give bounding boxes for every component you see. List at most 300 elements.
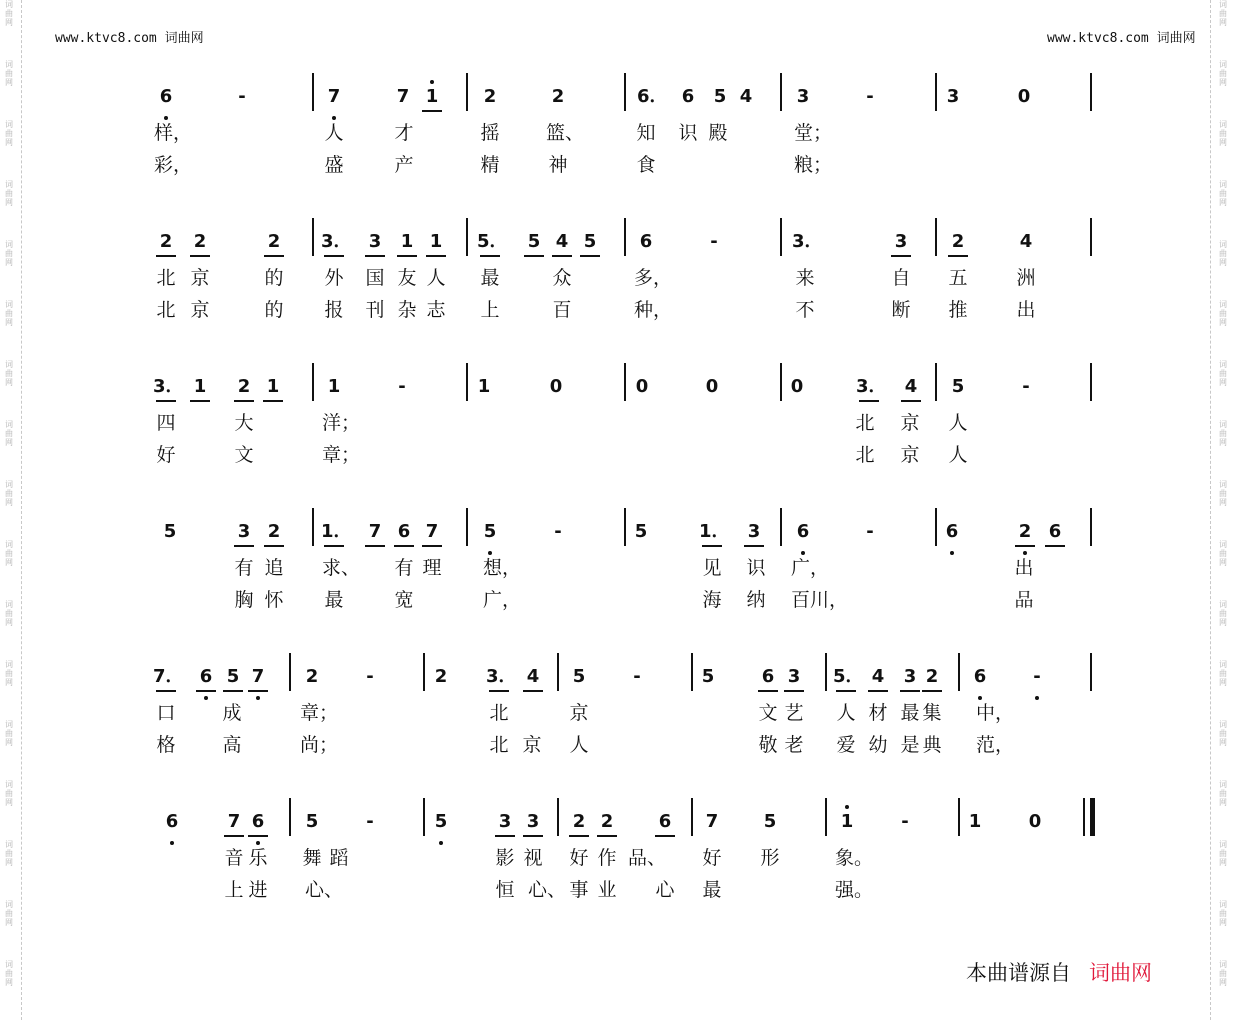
site-url: www.ktvc8.com [55,31,157,46]
duration-underline [597,835,617,837]
note-extension-dash: - [554,521,562,542]
note: 5 [163,521,177,542]
note: 3 [888,230,914,254]
note: 3 [897,665,923,689]
side-watermark: 词 曲 网 [5,360,13,387]
side-watermark: 词 曲 网 [1219,540,1227,567]
lyric-syllable: 文 [234,444,254,466]
note-extension-dash: - [1024,665,1050,689]
lyric-syllable: 尚； [300,734,339,756]
barline [423,798,425,836]
lyric-syllable: 进 [248,879,268,901]
note: 4 [520,665,546,689]
octave-dot-low [332,116,336,120]
lyric-syllable: 中， [976,702,1015,724]
lyric-syllable: 成 [222,702,242,724]
lyric-syllable: 心 [655,879,675,901]
side-watermark: 词 曲 网 [1219,420,1227,447]
barline [1090,363,1092,401]
octave-dot-low [978,696,982,700]
credit-brand: 词曲网 [1089,961,1152,985]
side-watermark: 词 曲 网 [1219,360,1227,387]
lyric-syllable: 舞 [302,847,322,869]
duration-underline [422,110,442,112]
lyric-syllable: 北 [855,444,875,466]
barline [312,363,314,401]
slur-arc [306,649,422,659]
slur-arc [801,69,952,79]
lyric-syllable: 口 [156,702,176,724]
slur-arc [1024,504,1058,514]
duration-underline [248,690,268,692]
lyric-syllable: 众 [552,267,572,289]
side-watermark: 词 曲 网 [1219,660,1227,687]
note: 2 [594,810,620,834]
duration-underline [900,690,920,692]
side-watermark: 词 曲 网 [1219,900,1227,927]
duration-underline [156,255,176,257]
lyric-syllable: 人 [569,734,589,756]
duration-underline [223,690,243,692]
note: 6． [637,86,668,107]
barline [1090,653,1092,691]
lyric-syllable: 最 [702,879,722,901]
lyric-syllable: 洲 [1016,267,1036,289]
side-watermark: 词 曲 网 [5,540,13,567]
note: 3 [492,810,518,834]
duration-underline [190,400,210,402]
lyric-syllable: 来 [795,267,815,289]
lyric-syllable: 最 [480,267,500,289]
side-watermark: 词 曲 网 [1219,300,1227,327]
note: 3． [321,230,347,254]
lyric-syllable: 人 [324,122,344,144]
barline [780,218,782,256]
lyric-syllable: 好 [156,444,176,466]
duration-underline [422,545,442,547]
note: 2 [261,520,287,544]
side-watermark: 词 曲 网 [1219,240,1227,267]
note: 2 [434,666,448,687]
slur-arc [842,794,975,804]
barline [1090,508,1092,546]
note: 6 [391,520,417,544]
lyric-syllable: 大 [234,412,254,434]
lyric-syllable: 摇 [480,122,500,144]
note: 5 [634,521,648,542]
lyric-syllable: 求、 [322,557,361,579]
slur-arc [164,359,213,369]
barline [312,508,314,546]
side-watermark: 词 曲 网 [1219,840,1227,867]
barline [1090,73,1092,111]
barline [289,653,291,691]
side-watermark: 词 曲 网 [1219,180,1227,207]
lyric-syllable: 北 [489,734,509,756]
side-watermark: 词 曲 网 [1219,0,1227,27]
duration-underline [234,545,254,547]
note: 5． [477,230,503,254]
note: 6 [153,85,179,109]
lyric-syllable: 幼 [868,734,888,756]
lyric-syllable: 北 [489,702,509,724]
duration-underline [397,255,417,257]
duration-underline [922,690,942,692]
side-watermark: 词 曲 网 [5,900,13,927]
note: 5 [713,86,727,107]
duration-underline [480,255,500,257]
duration-underline [1015,545,1035,547]
side-watermark: 词 曲 网 [5,120,13,147]
note-extension-dash: - [901,811,909,832]
duration-underline [224,835,244,837]
note: 0 [1028,811,1042,832]
lyric-syllable: 业 [597,879,617,901]
note: 3 [781,665,807,689]
note: 7 [396,86,410,107]
duration-underline [1045,545,1065,547]
duration-underline [868,690,888,692]
note: 3 [796,86,810,107]
note: 6 [193,665,219,689]
side-watermark: 词 曲 网 [1219,780,1227,807]
note: 5 [220,665,246,689]
site-url: www.ktvc8.com [1047,31,1149,46]
lyric-syllable: 志 [426,299,446,321]
lyric-syllable: 人 [836,702,856,724]
lyric-syllable: 章； [322,444,361,466]
note: 1 [327,376,341,397]
lyric-syllable: 最 [324,589,344,611]
lyric-syllable: 报 [324,299,344,321]
lyric-syllable: 纳 [746,589,766,611]
lyric-syllable: 京 [190,299,210,321]
note: 2 [919,665,945,689]
lyric-syllable: 北 [156,299,176,321]
note: 5 [763,811,777,832]
lyric-syllable: 外 [324,267,344,289]
note-extension-dash: - [366,811,374,832]
lyric-syllable: 胸 [234,589,254,611]
left-margin-rule [21,0,22,1020]
octave-dot-high [845,805,849,809]
duration-underline [365,545,385,547]
slur-arc [556,212,598,224]
barline [624,73,626,111]
lyric-syllable: 高 [222,734,242,756]
lyric-syllable: 五 [948,267,968,289]
lyric-syllable: 宽 [394,589,414,611]
side-watermark: 词 曲 网 [5,480,13,507]
lyric-syllable: 人 [426,267,446,289]
note-extension-dash: - [710,231,718,252]
note: 3 [741,520,767,544]
site-name: 词曲网 [1156,31,1196,46]
barline [466,73,468,111]
note-extension-dash: - [633,666,641,687]
lyric-syllable: 集 [922,702,942,724]
lyric-syllable: 事 [569,879,589,901]
note: 2 [551,86,565,107]
final-barline-thick [1090,798,1095,836]
duration-underline [264,255,284,257]
duration-underline [784,690,804,692]
side-watermark: 词 曲 网 [1219,600,1227,627]
lyric-syllable: 格 [156,734,176,756]
barline [935,508,937,546]
note: 6 [245,810,271,834]
barline [466,508,468,546]
note: 6 [652,810,678,834]
note-extension-dash: - [866,86,874,107]
barline [935,218,937,256]
note: 2 [945,230,971,254]
side-watermark: 词 曲 网 [1219,960,1227,987]
octave-dot-low [204,696,208,700]
lyric-syllable: 食 [636,154,656,176]
lyric-syllable: 理 [422,557,442,579]
note: 2 [187,230,213,254]
note: 3 [362,230,388,254]
lyric-syllable: 多， [634,267,673,289]
barline [557,798,559,836]
duration-underline [426,255,446,257]
lyric-syllable: 心、 [528,879,567,901]
lyric-syllable: 文 [758,702,778,724]
side-watermark: 词 曲 网 [5,300,13,327]
lyric-syllable: 想， [483,557,522,579]
side-watermark: 词 曲 网 [1219,720,1227,747]
duration-underline [495,835,515,837]
lyric-syllable: 最 [900,702,920,724]
slur-arc [956,359,1090,369]
lyric-syllable: 人 [948,444,968,466]
note: 5 [577,230,603,254]
note: 7 [245,665,271,689]
barline [1090,218,1092,256]
lyric-syllable: 有 [234,557,254,579]
lyric-syllable: 典 [922,734,942,756]
barline [780,508,782,546]
note: 6 [967,665,993,689]
side-watermark: 词 曲 网 [5,840,13,867]
note: 7 [362,520,388,544]
barline [624,363,626,401]
duration-underline [948,255,968,257]
note-extension-dash: - [366,666,374,687]
barline [289,798,291,836]
lyric-syllable: 的 [264,299,284,321]
duration-underline [524,255,544,257]
duration-underline [552,255,572,257]
slur-arc [485,504,622,514]
duration-underline [523,690,543,692]
lyric-syllable: 断 [891,299,911,321]
lyric-syllable: 音 [224,847,244,869]
lyric-syllable: 怀 [264,589,284,611]
note: 6 [939,520,965,544]
left-watermark-column [2,0,16,1020]
side-watermark: 词 曲 网 [5,660,13,687]
note: 7 [221,810,247,834]
lyric-syllable: 海 [702,589,722,611]
lyric-syllable: 广， [483,589,522,611]
tie-arc [156,808,178,812]
lyric-syllable: 种， [634,299,673,321]
lyric-syllable: 粮； [794,154,833,176]
barline [312,73,314,111]
duration-underline [744,545,764,547]
lyric-syllable: 上 [480,299,500,321]
barline [780,363,782,401]
duration-underline [891,255,911,257]
lyric-syllable: 产 [394,154,414,176]
lyric-syllable: 老 [784,734,804,756]
duration-underline [234,400,254,402]
lyric-syllable: 彩， [154,154,193,176]
barline [958,653,960,691]
note: 7 [321,85,347,109]
note: 1 [394,230,420,254]
octave-dot-low [439,841,443,845]
barline [624,508,626,546]
note: 5 [521,230,547,254]
note: 2 [261,230,287,254]
barline [935,363,937,401]
duration-underline [569,835,589,837]
lyric-syllable: 好 [702,847,722,869]
side-watermark: 词 曲 网 [5,720,13,747]
note: 3 [231,520,257,544]
duration-underline [758,690,778,692]
note: 7 [705,811,719,832]
note: 6 [755,665,781,689]
lyric-syllable: 章； [300,702,339,724]
note: 0 [549,376,563,397]
barline [624,218,626,256]
barline [466,218,468,256]
barline [312,218,314,256]
note: 4 [739,86,753,107]
lyric-syllable: 品 [1014,589,1034,611]
slur-arc [718,69,750,79]
lyric-syllable: 出 [1016,299,1036,321]
lyric-syllable: 爱 [836,734,856,756]
note: 0 [635,376,649,397]
note: 2 [153,230,179,254]
note: 5 [305,811,319,832]
note: 6 [1042,520,1068,544]
lyric-syllable: 是 [900,734,920,756]
lyric-syllable: 京 [522,734,542,756]
lyric-syllable: 范， [976,734,1015,756]
lyric-syllable: 自 [891,267,911,289]
octave-dot-low [801,551,805,555]
lyric-syllable: 神 [548,154,568,176]
lyric-syllable: 殿 [708,122,728,144]
note: 5 [477,520,503,544]
side-watermark: 词 曲 网 [5,420,13,447]
barline [423,653,425,691]
octave-dot-low [1023,551,1027,555]
duration-underline [859,400,879,402]
lyric-syllable: 友 [397,267,417,289]
lyric-syllable: 不 [795,299,815,321]
note: 1 [477,376,491,397]
note: 3 [520,810,546,834]
lyric-syllable: 视 [523,847,543,869]
lyric-syllable: 京 [900,412,920,434]
side-watermark: 词 曲 网 [5,240,13,267]
note: 0 [1017,86,1031,107]
slur-arc [305,794,420,804]
duration-underline [156,690,176,692]
lyric-syllable: 好 [569,847,589,869]
octave-dot-low [170,841,174,845]
lyric-syllable: 人 [948,412,968,434]
note: 3． [856,375,882,399]
note: 1 [423,230,449,254]
side-watermark: 词 曲 网 [5,780,13,807]
lyric-syllable: 识 [746,557,766,579]
note: 1． [699,520,725,544]
note: 2 [483,86,497,107]
note: 6 [790,520,816,544]
side-watermark: 词 曲 网 [5,960,13,987]
lyric-syllable: 知 [636,122,656,144]
side-watermark: 词 曲 网 [5,600,13,627]
duration-underline [190,255,210,257]
lyric-syllable: 象。 [835,847,874,869]
note: 4 [549,230,575,254]
lyric-syllable: 见 [702,557,722,579]
note: 3． [153,375,179,399]
note: 1 [187,375,213,399]
duration-underline [196,690,216,692]
note-extension-dash: - [866,521,874,542]
lyric-syllable: 恒 [495,879,515,901]
octave-dot-high [430,80,434,84]
duration-underline [324,545,344,547]
lyric-syllable: 广， [791,557,830,579]
octave-dot-low [488,551,492,555]
slur-arc [982,649,1090,659]
duration-underline [489,690,509,692]
lyric-syllable: 乐 [248,847,268,869]
note-extension-dash: - [238,86,246,107]
lyric-syllable: 推 [948,299,968,321]
duration-underline [248,835,268,837]
lyric-syllable: 心、 [305,879,344,901]
site-name: 词曲网 [164,31,204,46]
lyric-syllable: 杂 [397,299,417,321]
tie-arc [156,518,178,522]
barline [780,73,782,111]
note: 4 [1019,231,1033,252]
barline [825,798,827,836]
site-header-right [1047,27,1196,46]
lyric-syllable: 堂； [794,122,833,144]
lyric-syllable: 强。 [835,879,874,901]
note: 7 [419,520,445,544]
final-barline-thin [1083,798,1085,836]
slur-arc [330,504,378,514]
duration-underline [901,400,921,402]
note: 0 [705,376,719,397]
note: 1 [968,811,982,832]
note: 4 [898,375,924,399]
octave-dot-low [164,116,168,120]
